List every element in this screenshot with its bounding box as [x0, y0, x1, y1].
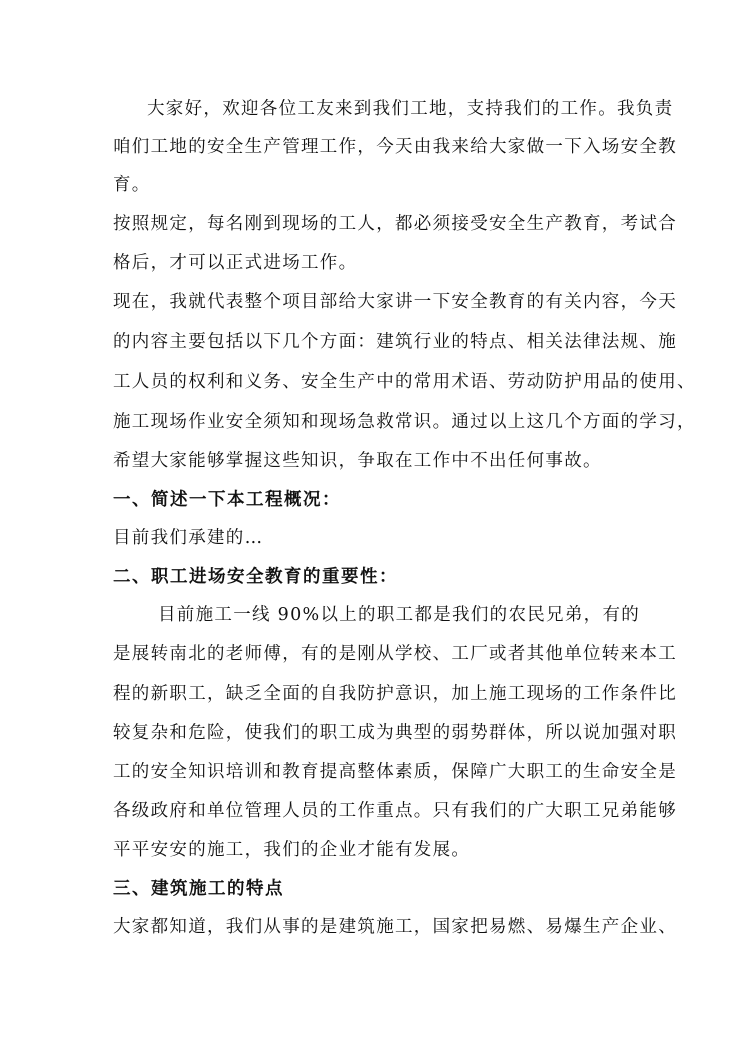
section-2-line-2: 是展转南北的老师傅，有的是刚从学校、工厂或者其他单位转来本工	[113, 644, 677, 664]
section-2-line-4: 较复杂和危险，使我们的职工成为典型的弱势群体，所以说加强对职	[113, 723, 677, 743]
rule-line-2: 格后，才可以正式进场工作。	[113, 253, 358, 273]
overview-line-4: 施工现场作业安全须知和现场急救常识。通过以上这几个方面的学习，	[113, 412, 696, 432]
overview-line-2: 的内容主要包括以下几个方面：建筑行业的特点、相关法律法规、施	[113, 332, 677, 352]
intro-line-3: 育。	[113, 175, 151, 195]
intro-line-2: 咱们工地的安全生产管理工作，今天由我来给大家做一下入场安全教	[113, 137, 677, 157]
section-2-line-5: 工的安全知识培训和教育提高整体素质，保障广大职工的生命安全是	[113, 762, 677, 782]
section-2-line-6: 各级政府和单位管理人员的工作重点。只有我们的广大职工兄弟能够	[113, 801, 677, 821]
section-3-line-1: 大家都知道，我们从事的是建筑施工，国家把易燃、易爆生产企业、	[113, 917, 677, 937]
section-1-text: 目前我们承建的…	[113, 528, 264, 548]
section-1-heading: 一、简述一下本工程概况：	[113, 490, 341, 510]
intro-line-1: 大家好，欢迎各位工友来到我们工地，支持我们的工作。我负责	[147, 99, 674, 119]
section-2-line-1: 目前施工一线 90%以上的职工都是我们的农民兄弟，有的	[158, 605, 641, 625]
section-2-line-7: 平平安安的施工，我们的企业才能有发展。	[113, 840, 471, 860]
section-2-line-3: 程的新职工，缺乏全面的自我防护意识，加上施工现场的工作条件比	[113, 684, 677, 704]
overview-line-1: 现在，我就代表整个项目部给大家讲一下安全教育的有关内容，今天	[113, 292, 677, 312]
rule-line-1: 按照规定，每名刚到现场的工人，都必须接受安全生产教育，考试合	[113, 214, 677, 234]
section-3-heading: 三、建筑施工的特点	[113, 879, 284, 899]
section-2-heading: 二、职工进场安全教育的重要性：	[113, 567, 398, 587]
overview-line-3: 工人员的权利和义务、安全生产中的常用术语、劳动防护用品的使用、	[113, 372, 696, 392]
overview-line-5: 希望大家能够掌握这些知识，争取在工作中不出任何事故。	[113, 451, 602, 471]
